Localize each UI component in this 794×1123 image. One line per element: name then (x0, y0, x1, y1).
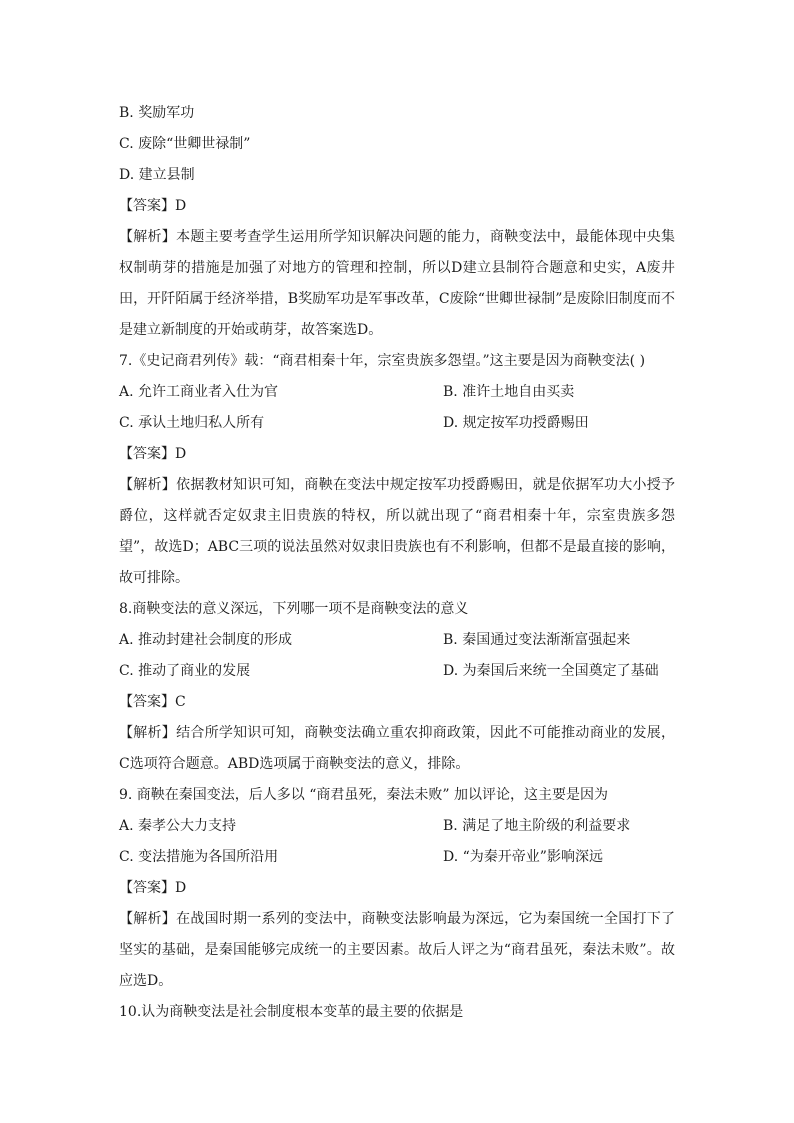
q9-answer (119, 873, 675, 904)
q8-option-a: A. 推动封建社会制度的形成 (119, 632, 293, 648)
q9-options-row-2 (119, 842, 675, 873)
q9-option-a: A. 秦孝公大力支持 (119, 818, 237, 834)
analysis-tag: 【解析】 (119, 229, 177, 245)
q9-analysis (119, 904, 675, 997)
q9-option-c: C. 变法措施为各国所沿用 (119, 849, 279, 865)
q6-option-c: C. 废除“世卿世禄制” (119, 136, 251, 152)
q6-analysis (119, 222, 675, 346)
q6-answer (119, 191, 675, 222)
q8-stem: 8.商鞅变法的意义深远，下列哪一项不是商鞅变法的意义 (119, 601, 469, 617)
q8-options-row-2 (119, 656, 675, 687)
analysis-text: 在战国时期一系列的变法中，商鞅变法影响最为深远，它为秦国统一全国打下了坚实的基础，是秦国能够完成统一的主要因素。故后人评之为“商君虽死，秦法未败”。故应选D。 (119, 911, 676, 989)
answer-value: D (175, 446, 187, 462)
q7-option-a: A. 允许工商业者入仕为官 (119, 384, 279, 400)
q7-analysis (119, 470, 675, 594)
q6-option-b: B. 奖励军功 (119, 105, 195, 121)
q9-stem: 9. 商鞅在秦国变法，后人多以 “商君虽死，秦法未败” 加以评论，这主要是因为 (119, 787, 609, 803)
answer-value: C (175, 694, 186, 710)
q9-options-row-1 (119, 811, 675, 842)
analysis-text: 依据教材知识可知，商鞅在变法中规定按军功授爵赐田，就是依据军功大小授予爵位，这样就否定奴隶主旧贵族的特权，所以就出现了“商君相秦十年，宗室贵族多怨望”，故选D；ABC三项的说法虽然对奴隶旧贵族也有不利影响，但都不是最直接的影响，故可排除。 (119, 477, 676, 586)
answer-tag: 【答案】 (119, 880, 175, 896)
q7-stem: 7.《史记商君列传》载：“商君相秦十年，宗室贵族多怨望。”这主要是因为商鞅变法( ) (119, 353, 646, 369)
q8-answer (119, 687, 675, 718)
answer-tag: 【答案】 (119, 446, 175, 462)
q7-answer (119, 439, 675, 470)
answer-value: D (175, 880, 187, 896)
q7-options-row-2 (119, 408, 675, 439)
q9-option-d: D. “为秦开帝业”影响深远 (443, 849, 603, 865)
q8-option-b: B. 秦国通过变法渐渐富强起来 (443, 632, 631, 648)
q6-option-d: D. 建立县制 (119, 167, 195, 183)
analysis-tag: 【解析】 (119, 725, 177, 741)
q7-option-d: D. 规定按军功授爵赐田 (443, 415, 589, 431)
q10-stem: 10.认为商鞅变法是社会制度根本变革的最主要的依据是 (119, 1004, 464, 1020)
analysis-tag: 【解析】 (119, 477, 177, 493)
analysis-tag: 【解析】 (119, 911, 177, 927)
q9-option-b: B. 满足了地主阶级的利益要求 (443, 818, 631, 834)
analysis-text: 结合所学知识可知，商鞅变法确立重农抑商政策，因此不可能推动商业的发展，C选项符合题意。ABD选项属于商鞅变法的意义，排除。 (119, 725, 676, 772)
q8-analysis (119, 718, 675, 780)
answer-value: D (175, 198, 187, 214)
analysis-text: 本题主要考查学生运用所学知识解决问题的能力，商鞅变法中，最能体现中央集权制萌芽的措施是加强了对地方的管理和控制，所以D建立县制符合题意和史实，A废井田，开阡陌属于经济举措，B奖励军功是军事改革，C废除“世卿世禄制”是废除旧制度而不是建立新制度的开始或萌芽，故答案选D。 (119, 229, 676, 338)
document-page (119, 98, 675, 1028)
answer-tag: 【答案】 (119, 694, 175, 710)
q7-option-c: C. 承认土地归私人所有 (119, 415, 265, 431)
answer-tag: 【答案】 (119, 198, 175, 214)
q8-options-row-1 (119, 625, 675, 656)
q7-options-row-1 (119, 377, 675, 408)
q8-option-c: C. 推动了商业的发展 (119, 663, 251, 679)
q7-option-b: B. 准许土地自由买卖 (443, 384, 575, 400)
q8-option-d: D. 为秦国后来统一全国奠定了基础 (443, 663, 659, 679)
